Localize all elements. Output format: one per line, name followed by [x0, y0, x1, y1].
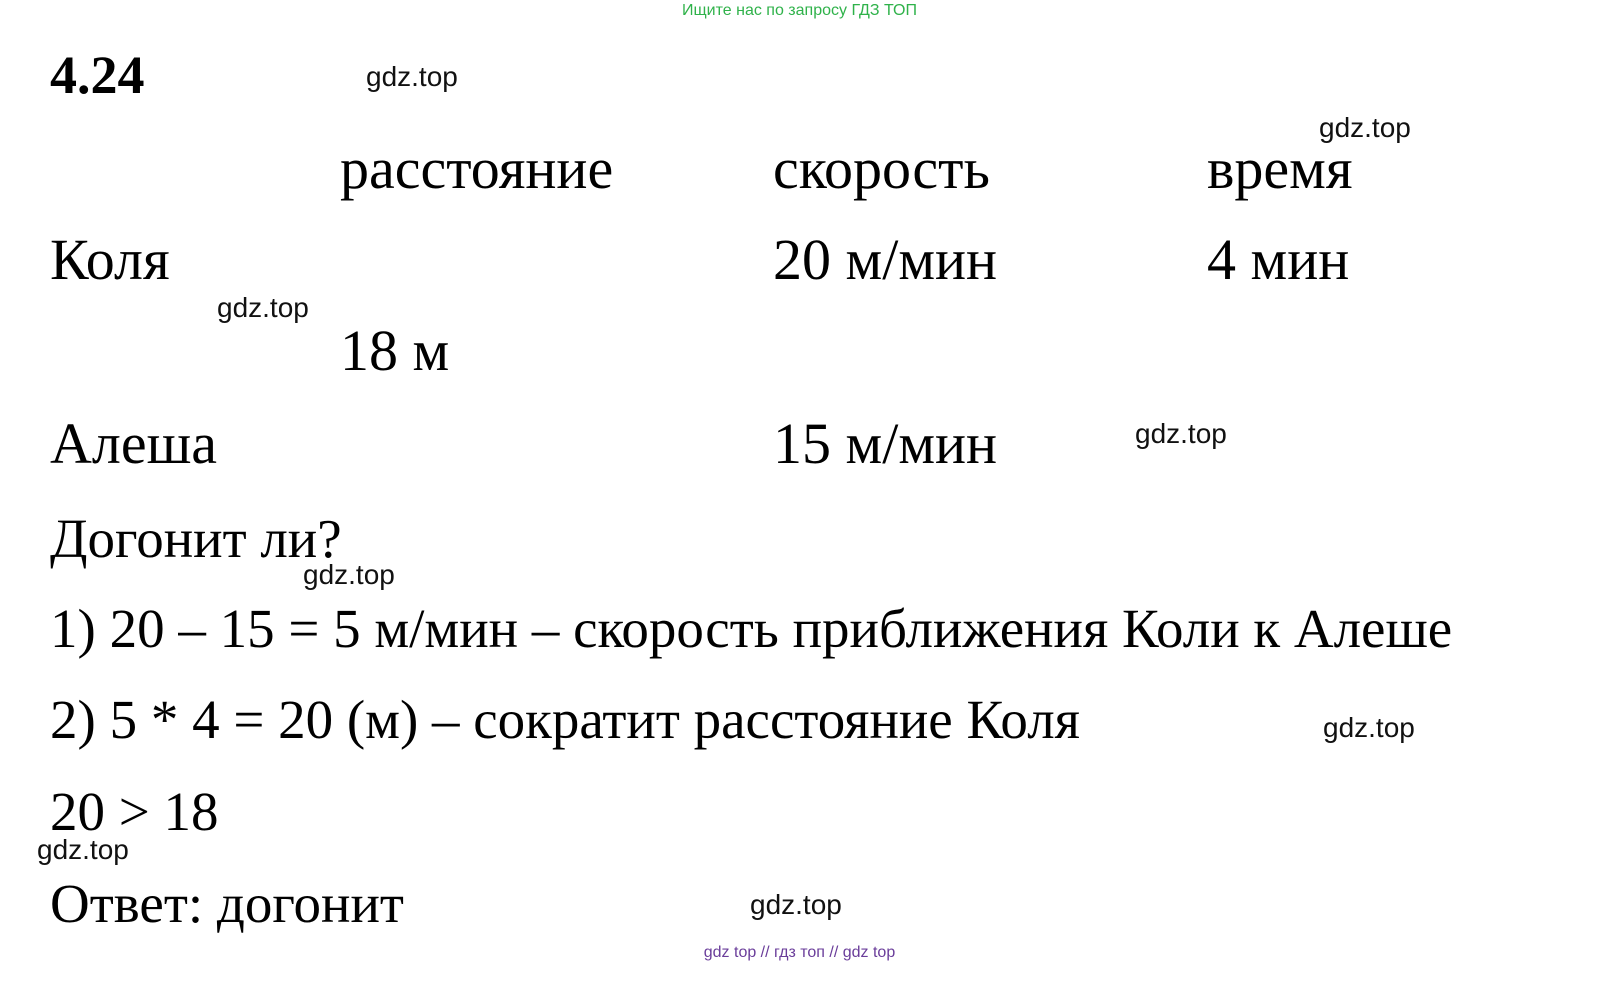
header-speed: скорость: [773, 136, 990, 201]
bottom-site-banner: gdz top // гдз топ // gdz top: [703, 944, 896, 961]
header-time: время: [1207, 136, 1353, 201]
comparison-line: 20 > 18: [50, 781, 219, 842]
problem-number: 4.24: [50, 45, 145, 105]
watermark-2: gdz.top: [1319, 112, 1411, 143]
row-kolya-name: Коля: [50, 227, 170, 292]
watermark-8: gdz.top: [750, 889, 842, 920]
row-alyosha-name: Алеша: [50, 411, 217, 476]
row-kolya-speed: 20 м/мин: [773, 227, 998, 292]
watermark-7: gdz.top: [37, 834, 129, 865]
watermark-6: gdz.top: [1323, 712, 1415, 743]
row-alyosha-speed: 15 м/мин: [773, 411, 998, 476]
solution-step-1: 1) 20 – 15 = 5 м/мин – скорость приближения Коли к Алеше: [50, 598, 1453, 659]
watermark-3: gdz.top: [217, 292, 309, 323]
top-search-banner: Ищите нас по запросу ГДЗ ТОП: [682, 2, 917, 19]
header-distance: расстояние: [340, 136, 614, 201]
watermark-4: gdz.top: [1135, 418, 1227, 449]
question-line: Догонит ли?: [50, 508, 342, 569]
solution-step-2: 2) 5 * 4 = 20 (м) – сократит расстояние Коля: [50, 689, 1080, 750]
answer-line: Ответ: догонит: [50, 873, 404, 934]
watermark-1: gdz.top: [366, 61, 458, 92]
distance-value: 18 м: [340, 318, 450, 383]
watermark-5: gdz.top: [303, 559, 395, 590]
row-kolya-time: 4 мин: [1207, 227, 1350, 292]
